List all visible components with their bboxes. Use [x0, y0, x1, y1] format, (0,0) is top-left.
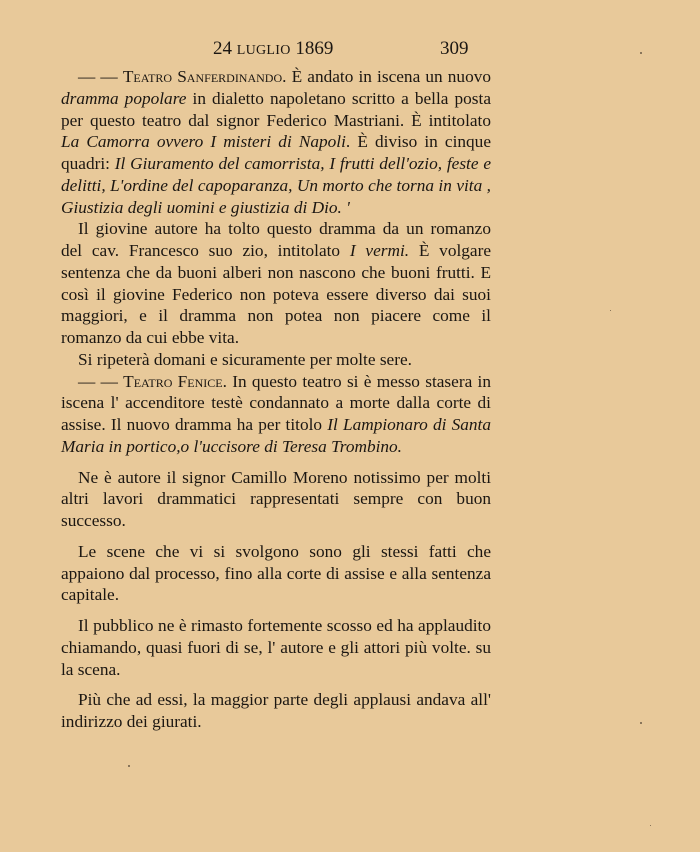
drama-title: La Camorra ovvero I misteri di Napoli	[61, 132, 346, 152]
header-date	[213, 38, 333, 60]
print-speck	[128, 765, 130, 767]
article-sanferdinando-intro	[61, 66, 491, 218]
article-fenice-applause: Più che ad essi, la maggior parte degli applausi andava all' indirizzo dei giurati.	[61, 690, 491, 731]
theatre-name: Teatro Sanferdinando.	[122, 67, 287, 86]
print-speck	[610, 310, 611, 311]
article-fenice-scenes: Le scene che vi si svolgono sono gli stessi fatti che appaiono dal processo, fino alla corte di assise e alla sentenza capitale.	[61, 541, 491, 605]
text-run: È volgare sentenza che da buoni alberi non nascono che buoni frutti. E così il giovine Federico non poteva essere diverso dai suoi maggiori, e il dramma non potea non piacere come il romanzo da cui ebbe vita.	[61, 241, 491, 347]
text-run: È andato in iscena un nuovo	[286, 67, 491, 86]
article-fenice-author: Ne è autore il signor Camillo Moreno notissimo per molti altri lavori drammatici rappresentati sempre con buon successo.	[61, 467, 491, 530]
theatre-name: Teatro Fenice.	[123, 371, 227, 391]
novel-title: I vermi.	[349, 241, 410, 260]
text-run: Il giovine autore ha tolto questo dramma da un romanzo del cav. Francesco suo zio, intitolato	[61, 219, 491, 260]
text-run: in dialetto napoletano scritto a bella posta per questo teatro dal signor Federico Mastriani. È intitolato	[61, 88, 491, 130]
header-month: LUGLIO	[236, 43, 291, 58]
drama-scenes: Il Giuramento del camorrista, I frutti dell'ozio, feste e delitti, L'ordine del capoparanza, Un morto che torna in vita , Giustizia degli uomini e giustizia di Dio. ʹ	[61, 154, 491, 217]
dash: — —	[78, 371, 118, 391]
italic-run: dramma popolare	[61, 88, 187, 108]
article-fenice-public: Il pubblico ne è rimasto fortemente scosso ed ha applaudito chiamando, quasi fuori di se, l' autore e gli attori più volte. su la scena.	[61, 616, 491, 679]
page-number: 309	[440, 38, 469, 59]
print-speck	[640, 722, 642, 724]
print-speck	[640, 52, 642, 54]
text-run: . È diviso in cinque quadri:	[61, 132, 491, 173]
running-header	[0, 38, 700, 62]
page-body	[61, 66, 491, 733]
drama-title: Il Lampionaro di Santa Maria in portico,o l'uccisore di Teresa Trombino.	[61, 415, 491, 456]
dash: — —	[78, 67, 118, 86]
header-day: 24	[213, 38, 232, 59]
print-speck	[650, 825, 651, 826]
article-sanferdinando-author	[61, 218, 491, 349]
text-run: In questo teatro si è messo stasera in iscena l' accenditore testè condannato a morte dalla corte di assise. Il nuovo dramma ha per titolo	[61, 371, 491, 434]
header-year: 1869	[295, 38, 334, 59]
article-sanferdinando-repeat: Si ripeterà domani e sicuramente per molte sere.	[78, 349, 412, 369]
article-fenice-intro	[61, 371, 491, 458]
